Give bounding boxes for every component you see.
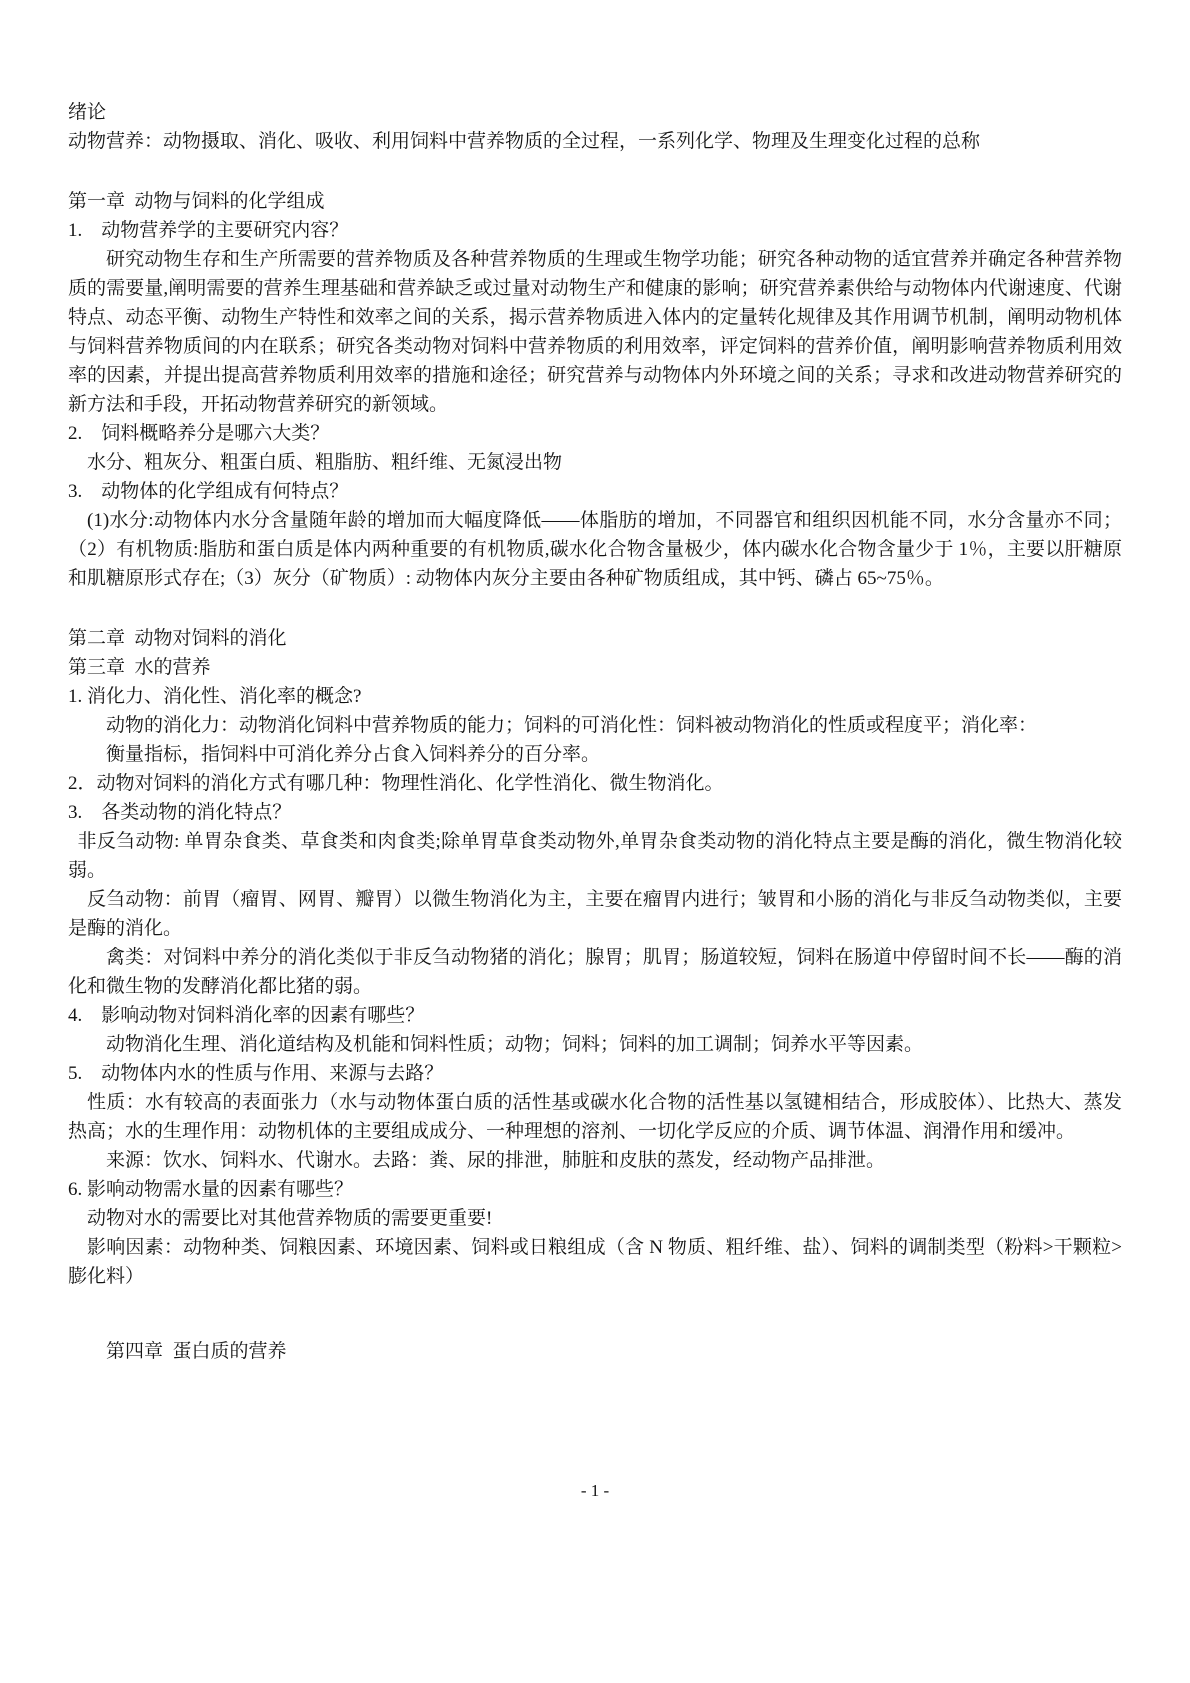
- ch1-question-2: 2. 饲料概略养分是哪六大类？: [68, 423, 330, 444]
- page-number: - 1 -: [580, 1481, 610, 1500]
- ch3-answer-5-sources: 来源：饮水、饲料水、代谢水。去路：粪、尿的排泄，肺脏和皮肤的蒸发，经动物产品排泄。: [106, 1150, 886, 1171]
- ch3-question-2: 2．动物对饲料的消化方式有哪几种：物理性消化、化学性消化、微生物消化。: [68, 773, 724, 794]
- ch3-answer-6-line-1: 动物对水的需要比对其他营养物质的需要更重要!: [87, 1208, 493, 1229]
- ch3-question-1: 1. 消化力、消化性、消化率的概念?: [68, 686, 362, 707]
- ch3-question-5: 5. 动物体内水的性质与作用、来源与去路？: [68, 1063, 444, 1084]
- ch3-answer-4: 动物消化生理、消化道结构及机能和饲料性质；动物；饲料；饲料的加工调制；饲养水平等因素。: [106, 1034, 924, 1055]
- ch1-answer-2: 水分、粗灰分、粗蛋白质、粗脂肪、粗纤维、无氮浸出物: [87, 452, 563, 473]
- chapter-2-heading: 第二章 动物对饲料的消化: [68, 628, 287, 649]
- ch3-question-6: 6. 影响动物需水量的因素有哪些？: [68, 1179, 354, 1200]
- ch3-answer-1-line-1: 动物的消化力：动物消化饲料中营养物质的能力；饲料的可消化性：饲料被动物消化的性质或程度平；消化率：: [106, 715, 1038, 736]
- intro-definition: 动物营养：动物摄取、消化、吸收、利用饲料中营养物质的全过程，一系列化学、物理及生理变化过程的总称: [68, 131, 981, 152]
- ch3-question-3: 3. 各类动物的消化特点？: [68, 802, 292, 823]
- chapter-1-heading: 第一章 动物与饲料的化学组成: [68, 191, 325, 212]
- ch3-answer-3-monogastric: 非反刍动物: 单胃杂食类、草食类和肉食类;除单胃草食类动物外,单胃杂食类动物的消化特点主要是酶的消化，微生物消化较弱。: [68, 831, 1122, 881]
- ch3-answer-1-line-2: 衡量指标，指饲料中可消化养分占食入饲料养分的百分率。: [106, 744, 601, 765]
- ch1-question-3: 3. 动物体的化学组成有何特点？: [68, 481, 349, 502]
- intro-heading: 绪论: [68, 102, 107, 123]
- ch1-answer-3: (1)水分:动物体内水分含量随年龄的增加而大幅度降低——体脂肪的增加，不同器官和组织因机能不同，水分含量亦不同；（2）有机物质:脂肪和蛋白质是体内两种重要的有机物质,碳水化合物含量极少，体内碳水化合物含量少于 1％，主要以肝糖原和肌糖原形式存在;（3）灰分（矿物质）: 动物体内灰分主要由各种矿物质组成，其中钙、磷占 65~75％。: [68, 510, 1122, 589]
- ch3-answer-6-line-2: 影响因素：动物种类、饲粮因素、环境因素、饲料或日粮组成（含 N 物质、粗纤维、盐）、饲料的调制类型（粉料>干颗粒>膨化料）: [68, 1237, 1122, 1287]
- ch3-question-4: 4. 影响动物对饲料消化率的因素有哪些？: [68, 1005, 425, 1026]
- ch3-answer-5-properties: 性质：水有较高的表面张力（水与动物体蛋白质的活性基或碳水化合物的活性基以氢键相结合，形成胶体）、比热大、蒸发热高；水的生理作用：动物机体的主要组成成分、一种理想的溶剂、一切化学反应的介质、调节体温、润滑作用和缓冲。: [68, 1092, 1122, 1142]
- chapter-4-heading: 第四章 蛋白质的营养: [106, 1341, 287, 1362]
- ch1-answer-1: 研究动物生存和生产所需要的营养物质及各种营养物质的生理或生物学功能；研究各种动物的适宜营养并确定各种营养物质的需要量,阐明需要的营养生理基础和营养缺乏或过量对动物生产和健康的影响；研究营养素供给与动物体内代谢速度、代谢特点、动态平衡、动物生产特性和效率之间的关系，揭示营养物质进入体内的定量转化规律及其作用调节机制，阐明动物机体与饲料营养物质间的内在联系；研究各类动物对饲料中营养物质的利用效率，评定饲料的营养价值，阐明影响营养物质利用效率的因素，并提出提高营养物质利用效率的措施和途径；研究营养与动物体内外环境之间的关系；寻求和改进动物营养研究的新方法和手段，开拓动物营养研究的新领域。: [68, 249, 1122, 415]
- ch1-question-1: 1. 动物营养学的主要研究内容？: [68, 220, 349, 241]
- ch3-answer-3-poultry: 禽类：对饲料中养分的消化类似于非反刍动物猪的消化；腺胃；肌胃；肠道较短，饲料在肠道中停留时间不长——酶的消化和微生物的发酵消化都比猪的弱。: [68, 947, 1122, 997]
- chapter-3-heading: 第三章 水的营养: [68, 657, 211, 678]
- ch3-answer-3-ruminant: 反刍动物：前胃（瘤胃、网胃、瓣胃）以微生物消化为主，主要在瘤胃内进行；皱胃和小肠的消化与非反刍动物类似，主要是酶的消化。: [68, 889, 1122, 939]
